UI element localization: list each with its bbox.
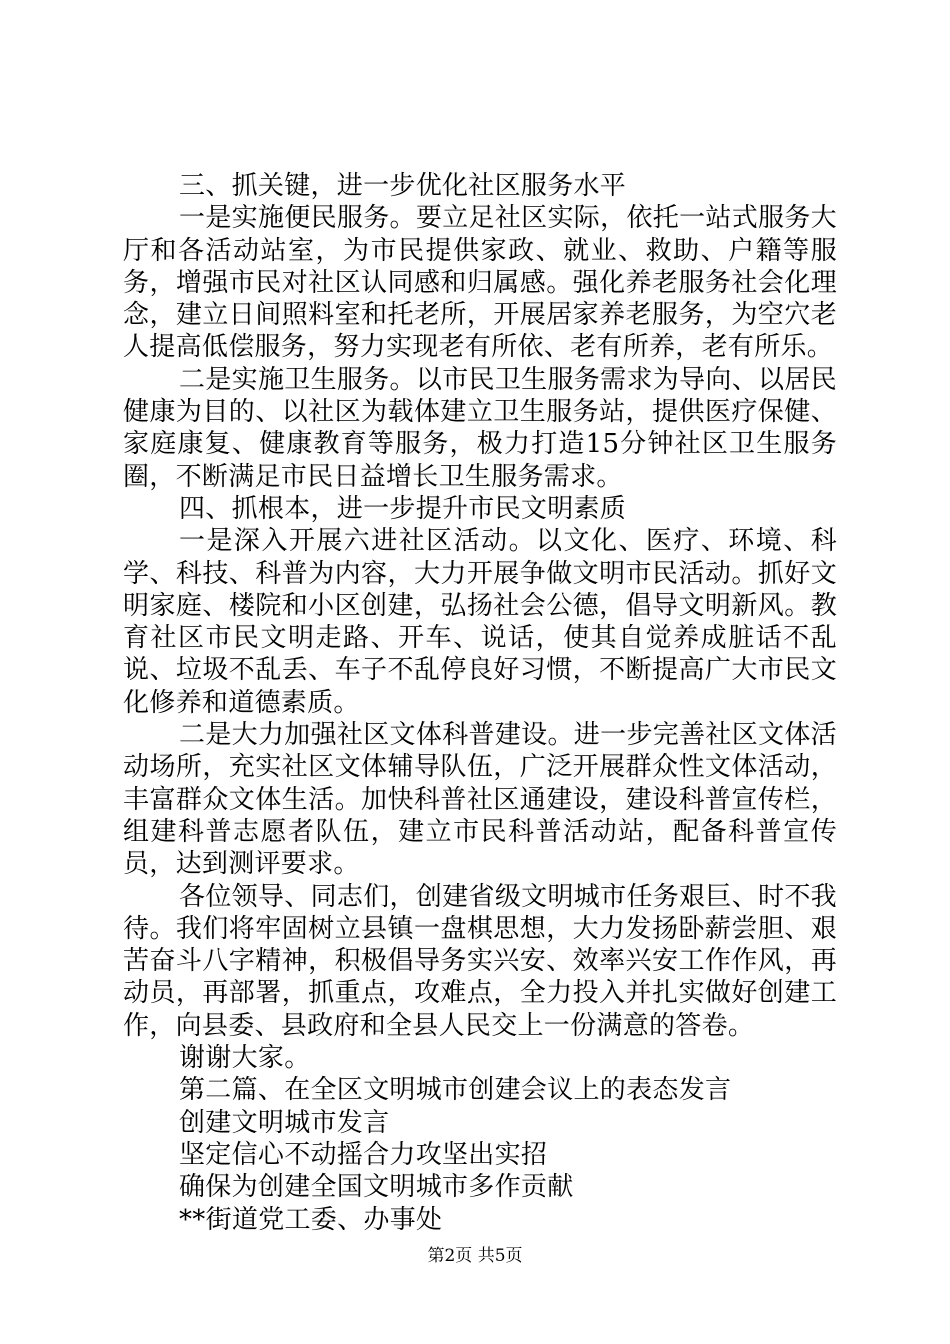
speech-subtitle-1: 坚定信心不动摇合力攻坚出实招 [179, 1139, 548, 1170]
document-body [123, 170, 837, 1236]
section-heading-3: 三、抓关键，进一步优化社区服务水平 [179, 171, 627, 201]
section-heading-4: 四、抓根本，进一步提升市民文明素质 [179, 493, 627, 524]
page-number-footer: 第2页 共5页 [427, 1246, 523, 1266]
paragraph-culture-science: 二是大力加强社区文体科普建设。进一步完善社区文体活动场所，充实社区文体辅导队伍，广泛开展群众性文体活动，丰富群众文体生活。加快科普社区通建设，建设科普宣传栏，组建科普志愿者队伍，建立市民科普活动站，配备科普宣传员，达到测评要求。 [123, 720, 837, 880]
speech-title: 创建文明城市发言 [179, 1107, 390, 1138]
speech-author: **街道党工委、办事处 [179, 1204, 443, 1235]
speech-subtitle-2: 确保为创建全国文明城市多作贡献 [179, 1172, 574, 1203]
paragraph-closing: 各位领导、同志们，创建省级文明城市任务艰巨、时不我待。我们将牢固树立县镇一盘棋思想，大力发扬卧薪尝胆、艰苦奋斗八字精神，积极倡导务实兴安、效率兴安工作作风，再动员，再部署，抓重点，攻难点，全力投入并扎实做好创建工作，向县委、县政府和全县人民交上一份满意的答卷。 [123, 881, 837, 1041]
paragraph-health-service: 二是实施卫生服务。以市民卫生服务需求为导向、以居民健康为目的、以社区为载体建立卫生服务站，提供医疗保健、家庭康复、健康教育等服务，极力打造15分钟社区卫生服务圈，不断满足市民日益增长卫生服务需求。 [123, 364, 837, 492]
paragraph-six-activities: 一是深入开展六进社区活动。以文化、医疗、环境、科学、科技、科普为内容，大力开展争做文明市民活动。抓好文明家庭、楼院和小区创建，弘扬社会公德，倡导文明新风。教育社区市民文明走路、开车、说话，使其自觉养成脏话不乱说、垃圾不乱丢、车子不乱停良好习惯，不断提高广大市民文化修养和道德素质。 [123, 526, 837, 718]
paragraph-thanks: 谢谢大家。 [179, 1043, 311, 1074]
second-article-title: 第二篇、在全区文明城市创建会议上的表态发言 [179, 1075, 732, 1106]
paragraph-convenience-service: 一是实施便民服务。要立足社区实际，依托一站式服务大厅和各活动站室，为市民提供家政、就业、救助、户籍等服务，增强市民对社区认同感和归属感。强化养老服务社会化理念，建立日间照料室和托老所，开展居家养老服务，为空穴老人提高低偿服务，努力实现老有所依、老有所养，老有所乐。 [123, 203, 837, 363]
